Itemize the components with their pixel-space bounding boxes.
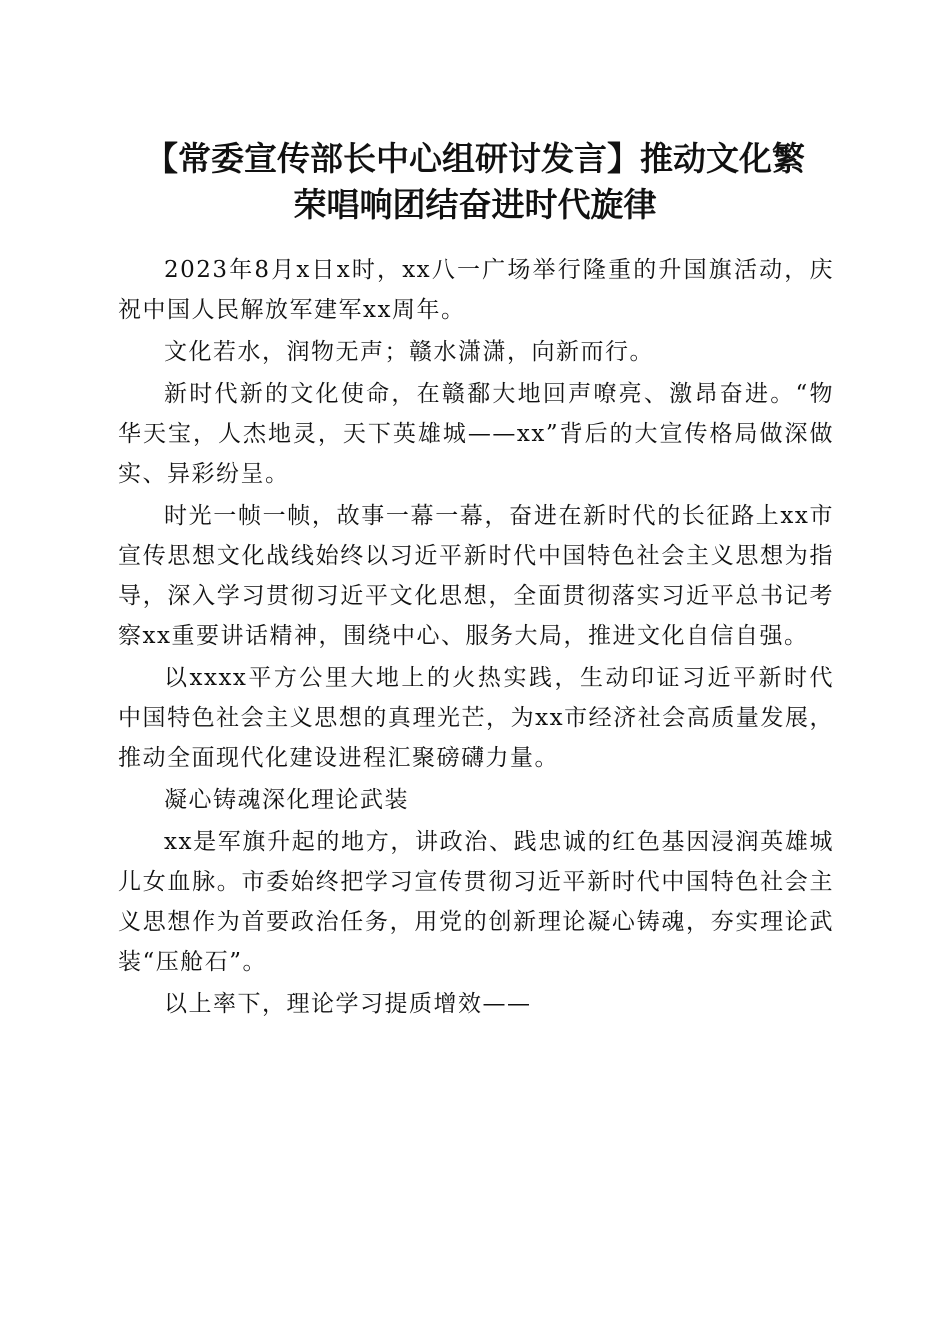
document-body bbox=[118, 250, 834, 1024]
paragraph-propaganda-front: 时光一帧一帧，故事一幕一幕，奋进在新时代的长征路上xx市宣传思想文化战线始终以习近平新时代中国特色社会主义思想为指导，深入学习贯彻习近平文化思想，全面贯彻落实习近平总书记考察xx重要讲话精神，围绕中心、服务大局，推进文化自信自强。 bbox=[118, 503, 834, 649]
document-title bbox=[110, 136, 840, 228]
paragraph-theory-study: 以上率下，理论学习提质增效—— bbox=[164, 991, 532, 1017]
title-line-2: 荣唱响团结奋进时代旋律 bbox=[293, 185, 657, 224]
paragraph-ceremony: 2023年8月x日x时，xx八一广场举行隆重的升国旗活动，庆祝中国人民解放军建军xx周年。 bbox=[118, 257, 834, 323]
title-line-1: 【常委宣传部长中心组研讨发言】推动文化繁 bbox=[145, 139, 805, 178]
paragraph-culture-water: 文化若水，润物无声；赣水潇潇，向新而行。 bbox=[164, 339, 654, 365]
paragraph-red-gene: xx是军旗升起的地方，讲政治、践忠诚的红色基因浸润英雄城儿女血脉。市委始终把学习宣传贯彻习近平新时代中国特色社会主义思想作为首要政治任务，用党的创新理论凝心铸魂，夯实理论武装“压舱石”。 bbox=[118, 829, 834, 975]
paragraph-practice: 以xxxx平方公里大地上的火热实践，生动印证习近平新时代中国特色社会主义思想的真理光芒，为xx市经济社会高质量发展，推动全面现代化建设进程汇聚磅礴力量。 bbox=[118, 665, 834, 771]
section-heading-theory: 凝心铸魂深化理论武装 bbox=[164, 787, 409, 813]
paragraph-cultural-mission: 新时代新的文化使命，在赣鄱大地回声嘹亮、激昂奋进。“物华天宝，人杰地灵，天下英雄城——xx”背后的大宣传格局做深做实、异彩纷呈。 bbox=[118, 381, 834, 487]
